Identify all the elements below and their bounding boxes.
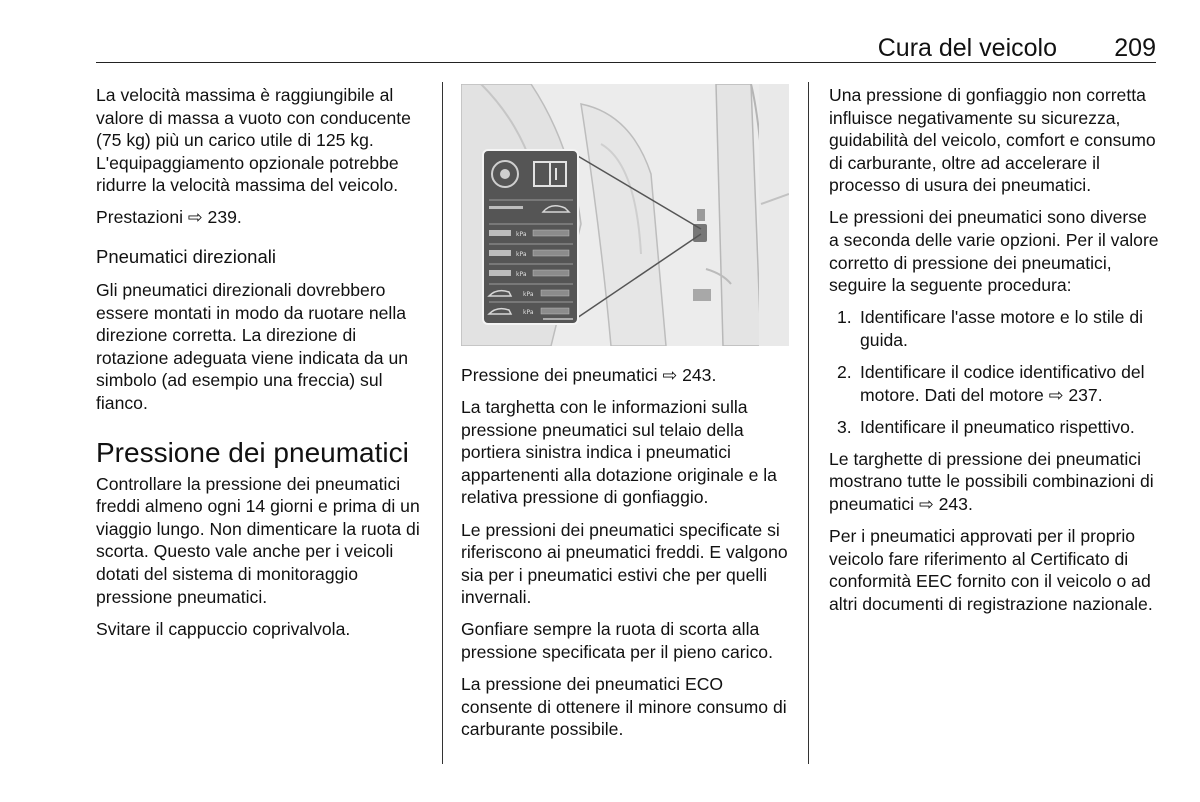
- procedure-list: [829, 306, 1159, 438]
- paragraph-eec-certificate: Per i pneumatici approvati per il proprio veicolo fare riferimento al Certificato di conformità EEC fornito con il veicolo o ad altri documenti di registrazione nazionale.: [829, 526, 1153, 614]
- paragraph-directional-tires: Gli pneumatici direzionali dovrebbero essere montati in modo da ruotare nella direzione corretta. La direzione di rotazione adeguata viene indicata da un simbolo (ad esempio una freccia) sul fianco.: [96, 280, 409, 414]
- label-unit-1: kPa: [516, 231, 527, 238]
- paragraph-label-combinations: Le targhette di pressione dei pneumatici mostrano tutte le possibili combinazioni di pneumatici ⇨ 243.: [829, 448, 1154, 514]
- running-header-title: Cura del veicolo: [877, 34, 1057, 62]
- paragraph-check-pressure: Controllare la pressione dei pneumatici freddi almeno ogni 14 giorni e prima di un viaggio lungo. Non dimenticare la ruota di scorta. Questo vale anche per i veicoli dotati del sistema di monitoraggio pressione pneumatici.: [96, 473, 420, 607]
- paragraph-pressure-options: Le pressioni dei pneumatici sono diverse a seconda delle varie opzioni. Per il valore corretto di pressione dei pneumatici, seguire la seguente procedura:: [829, 207, 1159, 296]
- column-1: [96, 84, 426, 650]
- list-item-text: Identificare il pneumatico rispettivo.: [860, 416, 1135, 437]
- label-unit-4: kPa: [523, 291, 534, 298]
- paragraph-incorrect-pressure: Una pressione di gonfiaggio non corretta influisce negativamente su sicurezza, guidabilità del veicolo, comfort e consumo di carburante, oltre ad accelerare il processo di usura dei pneumatici.: [829, 85, 1156, 196]
- column-3: [829, 84, 1159, 625]
- tire-pressure-label-figure: [461, 84, 789, 346]
- label-unit-5: kPa: [523, 309, 534, 316]
- cross-reference-tire-pressure[interactable]: Pressione dei pneumatici ⇨ 243.: [461, 365, 717, 385]
- list-item: [829, 306, 1159, 351]
- list-item: [829, 416, 1159, 439]
- paragraph-spare-wheel: Gonfiare sempre la ruota di scorta alla pressione specificata per il pieno carico.: [461, 619, 773, 663]
- label-unit-2: kPa: [516, 251, 527, 258]
- heading-directional-tires: Pneumatici direzionali: [96, 246, 276, 268]
- paragraph-cold-tires: Le pressioni dei pneumatici specificate si riferiscono ai pneumatici freddi. E valgono sia per i pneumatici estivi che per quelli invernali.: [461, 519, 788, 608]
- paragraph-valve-cap: Svitare il cappuccio coprivalvola.: [96, 618, 351, 639]
- header-rule: [96, 62, 1156, 63]
- paragraph-eco-pressure: La pressione dei pneumatici ECO consente di ottenere il minore consumo di carburante possibile.: [461, 674, 787, 740]
- list-item-number: 3.: [837, 416, 852, 437]
- label-unit-3: kPa: [516, 271, 527, 278]
- list-item-text: Identificare l'asse motore e lo stile di guida.: [860, 307, 1144, 350]
- paragraph-max-speed: La velocità massima è raggiungibile al valore di massa a vuoto con conducente (75 kg) più un carico utile di 125 kg. L'equipaggiamento opzionale potrebbe ridurre la velocità massima del veicolo.: [96, 85, 411, 196]
- column-divider-1: [442, 82, 443, 764]
- list-item-text: Identificare il codice identificativo del motore. Dati del motore ⇨ 237.: [860, 362, 1145, 405]
- column-2: [461, 364, 791, 750]
- column-divider-2: [808, 82, 809, 764]
- page-number: 209: [1114, 34, 1156, 62]
- list-item-number: 1.: [837, 307, 852, 328]
- paragraph-door-label: La targhetta con le informazioni sulla pressione pneumatici sul telaio della portiera sinistra indica i pneumatici appartenenti alla dotazione originale e la relativa pressione di gonfiaggio.: [461, 397, 777, 508]
- section-title-tire-pressure: Pressione dei pneumatici: [96, 436, 409, 468]
- cross-reference-performance[interactable]: Prestazioni ⇨ 239.: [96, 207, 242, 228]
- door-frame-illustration: [461, 84, 789, 346]
- list-item-number: 2.: [837, 362, 852, 383]
- list-item: [829, 361, 1159, 406]
